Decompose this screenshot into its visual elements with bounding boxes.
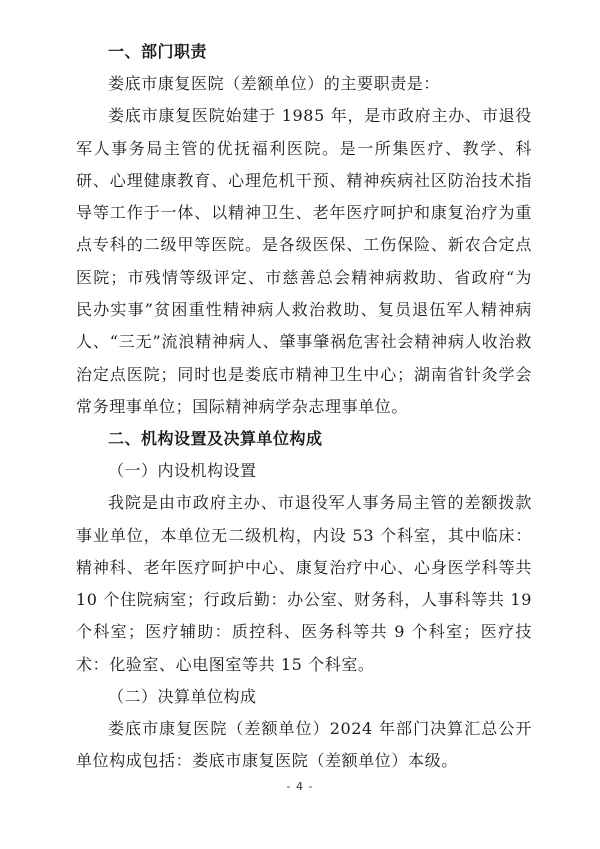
duties-paragraph: 娄底市康复医院始建于 1985 年，是市政府主办、市退役军人事务局主管的优抚福利医院。是一所集医疗、教学、科研、心理健康教育、心理危机干预、精神疾病社区防治技术指导等工作于一体、以精神卫生、老年医疗呵护和康复治疗为重点专科的二级甲等医院。是各级医保、工伤保险、新农合定点医院；市残情等级评定、市慈善总会精神病救助、省政府“为民办实事”贫困重性精神病人救治救助、复员退伍军人精神病人、“三无”流浪精神病人、肇事肇祸危害社会精神病人收治救治定点医院；同时也是娄底市精神卫生中心；湖南省针灸学会常务理事单位；国际精神病学杂志理事单位。 (76, 106, 532, 416)
duties-intro: 娄底市康复医院（差额单位）的主要职责是： (108, 74, 441, 93)
page-number: - 4 - (286, 780, 314, 793)
section-heading-organization: 二、机构设置及决算单位构成 (108, 429, 323, 449)
subsection-title-accounting-units: （二）决算单位构成 (108, 687, 257, 707)
document-body (76, 36, 532, 778)
internal-structure-paragraph: 我院是由市政府主办、市退役军人事务局主管的差额拨款事业单位，本单位无二级机构，内设 53 个科室，其中临床：精神科、老年医疗呵护中心、康复治疗中心、心身医学科等共 10 个住院病室；行政后勤：办公室、财务科，人事科等共 19 个科室；医疗辅助：质控科、医务科等共 9 个科室；医疗技术：化验室、心电图室等共 15 个科室。 (76, 493, 532, 674)
accounting-units-paragraph: 娄底市康复医院（差额单位）2024 年部门决算汇总公开单位构成包括：娄底市康复医院（差额单位）本级。 (76, 719, 532, 771)
subsection-title-internal-structure: （一）内设机构设置 (108, 461, 257, 481)
section-heading-duties: 一、部门职责 (108, 42, 208, 61)
